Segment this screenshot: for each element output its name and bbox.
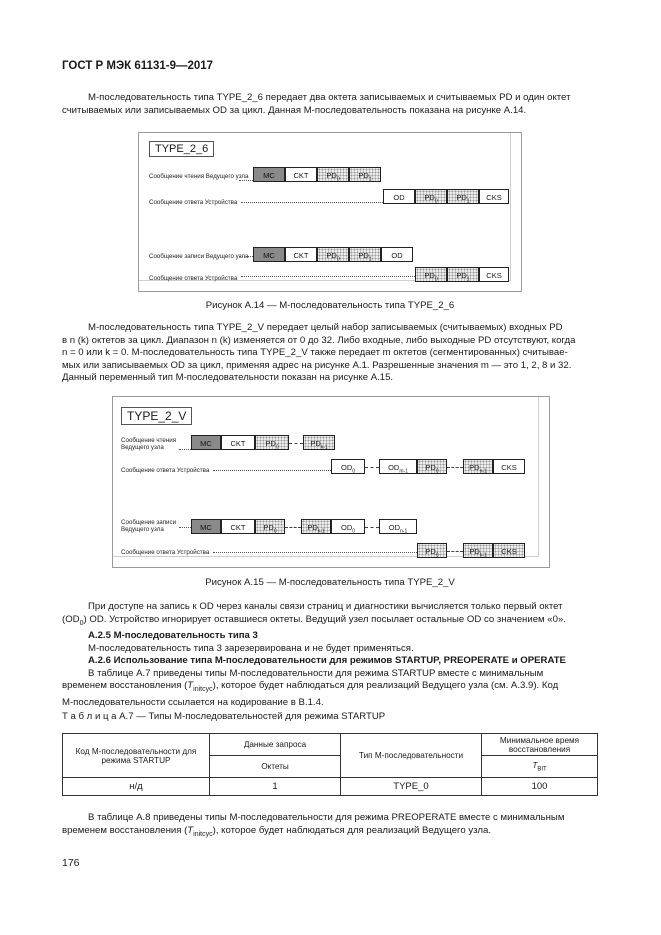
cell-odn1 xyxy=(379,519,417,534)
continuation-dash xyxy=(447,467,463,468)
figure-caption: Рисунок А.14 — М-последовательность типа TYPE_2_6 xyxy=(205,300,455,311)
cell-cks: CKS xyxy=(493,459,525,474)
cell-label: PD xyxy=(425,463,436,472)
leader-dots xyxy=(213,470,331,471)
paragraph-line: М-последовательность типа TYPE_2_6 передает два октета записываемых и считываемых PD и один октет xyxy=(88,92,571,103)
continuation-dash xyxy=(289,443,303,444)
cell-od0 xyxy=(331,519,365,534)
section-heading-a25: А.2.5 М-последовательность типа 3 xyxy=(88,630,258,642)
paragraph-line xyxy=(62,680,598,697)
leader-dots xyxy=(239,180,253,181)
cell-label: PD xyxy=(456,193,467,202)
leader-dots xyxy=(239,256,253,257)
cell-subscript: 1 xyxy=(368,256,372,263)
cell-pdk1 xyxy=(301,519,331,534)
cell-od0 xyxy=(331,459,365,474)
document-header: ГОСТ Р МЭК 61131-9—2017 xyxy=(62,60,214,72)
cell-label: PD xyxy=(358,251,369,260)
paragraph-line: При доступе на запись к OD через каналы связи страниц и диагностики вычисляется только первый октет xyxy=(88,601,563,612)
section-heading-a26: А.2.6 Использование типа М-последовательности для режимов STARTUP, PREOPERATE и OPERATE xyxy=(88,655,566,667)
cell-pdk1 xyxy=(463,543,493,558)
cell-subscript: n-1 xyxy=(479,468,487,475)
subscript: 0 xyxy=(79,619,84,627)
cell-mc: MC xyxy=(253,247,285,262)
paragraph-line: считываемых или записываемых OD за цикл. Данная М-последовательность показана на рисунке А.14. xyxy=(62,104,527,116)
paragraph-type-2-6 xyxy=(62,92,598,117)
cell-octets: 1 xyxy=(210,778,341,796)
row-label-line: Ведущего узла xyxy=(121,444,164,451)
cell-pdn1 xyxy=(463,459,493,474)
text-fragment: временем восстановления ( xyxy=(62,824,188,836)
paragraph-line: n = 0 или k = 0. М-последовательность типа TYPE_2_V также передает m октетов (сегментированных) считывае- xyxy=(62,347,568,359)
cell-ckt: CKT xyxy=(221,435,255,450)
row-label-master-write: Сообщение записи Ведущего узла xyxy=(149,253,249,260)
cell-label: PD xyxy=(425,547,436,556)
paragraph-type-2-v xyxy=(62,322,598,385)
cell-pd0 xyxy=(415,267,447,282)
paragraph-line: М-последовательность типа TYPE_2_V передает целый набор записываемых (считываемых) входных PD xyxy=(88,322,563,333)
cell-label: PD xyxy=(358,171,369,180)
cell-subscript: 0 xyxy=(336,176,340,183)
cell-ckt: CKT xyxy=(221,519,255,534)
cell-label: PD xyxy=(456,271,467,280)
row-label-line: Ведущего узла xyxy=(121,526,164,533)
header-code: Код М-последовательности для режима STARTUP xyxy=(63,734,210,778)
figure-title: TYPE_2_6 xyxy=(149,141,214,157)
paragraph-line: М-последовательности ссылается на кодирование в В.1.4. xyxy=(62,696,324,708)
row-label-line: Сообщение чтения xyxy=(121,437,177,444)
cell-label: PD xyxy=(326,171,337,180)
cell-subscript: 1 xyxy=(368,176,372,183)
subscript: initcyc xyxy=(193,830,213,838)
paragraph-line: В таблице А.7 приведены типы М-последовательности для режима STARTUP вместе с минимальным xyxy=(88,667,544,679)
paragraph-line: М-последовательность типа 3 зарезервирована и не будет применяться. xyxy=(88,642,414,654)
cell-mc: MC xyxy=(253,167,285,182)
cell-subscript: 0 xyxy=(435,552,439,559)
header-request-data: Данные запроса xyxy=(210,734,341,756)
row-label-device-reply: Сообщение ответа Устройства xyxy=(121,467,210,474)
paragraph-line: Данный переменный тип М-последовательности показан на рисунке А.15. xyxy=(62,372,394,384)
cell-mc: MC xyxy=(191,519,221,534)
symbol-t: T xyxy=(532,760,538,770)
cell-cks: CKS xyxy=(479,189,509,204)
cell-label: OD xyxy=(340,463,353,472)
cell-label: PD xyxy=(424,271,435,280)
cell-subscript: 0 xyxy=(352,468,356,475)
text-fragment: ), которое будет наблюдаться для реализаций Ведущего узла. xyxy=(212,824,492,836)
row-label-master-read: Сообщение чтения Ведущего узла xyxy=(149,173,249,180)
cell-subscript: m-1 xyxy=(399,468,408,475)
figure-caption: Рисунок А.15 — М-последовательность типа TYPE_2_V xyxy=(205,577,455,588)
text-fragment: временем восстановления ( xyxy=(62,680,188,692)
leader-dots xyxy=(241,276,415,277)
cell-subscript: 0 xyxy=(336,256,340,263)
row-label-device-reply: Сообщение ответа Устройства xyxy=(121,549,210,556)
symbol-t: T xyxy=(187,824,194,836)
continuation-dash xyxy=(447,551,463,552)
header-tbit xyxy=(482,756,598,778)
cell-pd0 xyxy=(417,543,447,558)
cell-label: PD xyxy=(307,523,318,532)
cell-label: PD xyxy=(469,463,480,472)
paragraph-line xyxy=(62,614,598,631)
cell-label: PD xyxy=(310,439,321,448)
cell-min: 100 xyxy=(482,778,598,796)
cell-pd0 xyxy=(255,519,285,534)
cell-cks: CKS xyxy=(479,267,509,282)
leader-dots xyxy=(213,552,417,553)
cell-ckt: CKT xyxy=(285,247,317,262)
cell-label: PD xyxy=(424,193,435,202)
cell-code: н/д xyxy=(63,778,210,796)
header-min-recovery: Минимальное время восстановления xyxy=(482,734,598,756)
cell-pdk1 xyxy=(303,435,335,450)
continuation-dash xyxy=(285,527,301,528)
paragraph-line: мых или записываемых OD за цикл, применяя адрес на рисунке А.1. Разрешенные значения m — это 1, 2, 8 и 32. xyxy=(62,359,572,371)
paragraph-line xyxy=(62,825,598,842)
table-row xyxy=(63,778,598,796)
figure-a15 xyxy=(112,396,550,568)
cell-subscript: n-1 xyxy=(400,528,408,535)
continuation-dash xyxy=(365,527,379,528)
cell-subscript: 1 xyxy=(466,198,470,205)
symbol-t: T xyxy=(187,680,194,692)
text-fragment: ) OD. Устройство игнорирует оставшиеся октеты. Ведущий узел посылает остальные OD со значением «0». xyxy=(83,613,566,625)
cell-pd0 xyxy=(415,189,447,204)
cell-pd1 xyxy=(447,189,479,204)
cell-label: PD xyxy=(263,523,274,532)
subscript: initcyc xyxy=(193,686,213,694)
header-octets: Октеты xyxy=(210,756,341,778)
cell-subscript: k-1 xyxy=(479,552,487,559)
row-label-master-write xyxy=(121,519,176,533)
leader-dots xyxy=(241,202,383,203)
cell-subscript: 0 xyxy=(434,198,438,205)
subscript: BIT xyxy=(537,766,547,773)
cell-mc: MC xyxy=(191,435,221,450)
cell-subscript: 0 xyxy=(275,444,279,451)
text-fragment: ), которое будет наблюдаться для реализаций Ведущего узла (см. А.3.9). Код xyxy=(212,680,559,692)
row-label-master-read xyxy=(121,437,176,451)
paragraph-line: В таблице А.8 приведены типы М-последовательности для режима PREOPERATE вместе с минимальным xyxy=(88,812,565,823)
cell-od: OD xyxy=(383,189,415,204)
cell-pd0 xyxy=(317,167,349,182)
table-a7 xyxy=(62,733,598,796)
paragraph-od-access xyxy=(62,601,598,710)
row-label-device-reply: Сообщение ответа Устройства xyxy=(149,199,238,206)
page-number: 176 xyxy=(62,857,80,869)
cell-label: OD xyxy=(388,463,400,472)
cell-subscript: k-1 xyxy=(320,444,328,451)
cell-cks: CKS xyxy=(493,543,525,558)
cell-type: TYPE_0 xyxy=(341,778,482,796)
figure-a14 xyxy=(138,132,522,292)
paragraph-line: в n (k) октетов за цикл. Диапазон n (k) изменяется от 0 до 32. Либо входные, либо выходные PD отсутствуют, когда xyxy=(62,334,576,346)
cell-label: PD xyxy=(469,547,480,556)
row-label-line: Сообщение записи xyxy=(121,519,177,526)
cell-subscript: k-1 xyxy=(317,528,325,535)
paragraph-table-a8 xyxy=(62,812,598,841)
cell-subscript: 0 xyxy=(352,528,356,535)
cell-label: OD xyxy=(388,523,400,532)
cell-pd0 xyxy=(255,435,289,450)
row-label-device-reply: Сообщение ответа Устройства xyxy=(149,275,238,282)
continuation-dash xyxy=(365,467,379,468)
header-type: Тип М-последовательности xyxy=(341,734,482,778)
figure-title: TYPE_2_V xyxy=(121,407,192,425)
cell-od: OD xyxy=(381,247,413,262)
cell-ckt: CKT xyxy=(285,167,317,182)
cell-pd1 xyxy=(447,267,479,282)
cell-subscript: 0 xyxy=(434,276,438,283)
cell-label: PD xyxy=(326,251,337,260)
cell-label: PD xyxy=(265,439,276,448)
cell-pd0 xyxy=(417,459,447,474)
table-header-row xyxy=(63,734,598,756)
cell-pd1 xyxy=(349,167,381,182)
cell-odm1 xyxy=(379,459,417,474)
cell-pd1 xyxy=(349,247,381,262)
text-fragment: (OD xyxy=(62,613,80,625)
table-caption: Т а б л и ц а А.7 — Типы М-последовательностей для режима STARTUP xyxy=(62,711,386,722)
cell-subscript: 0 xyxy=(273,528,277,535)
cell-label: OD xyxy=(340,523,353,532)
cell-subscript: 1 xyxy=(466,276,470,283)
cell-subscript: 0 xyxy=(435,468,439,475)
cell-pd0 xyxy=(317,247,349,262)
